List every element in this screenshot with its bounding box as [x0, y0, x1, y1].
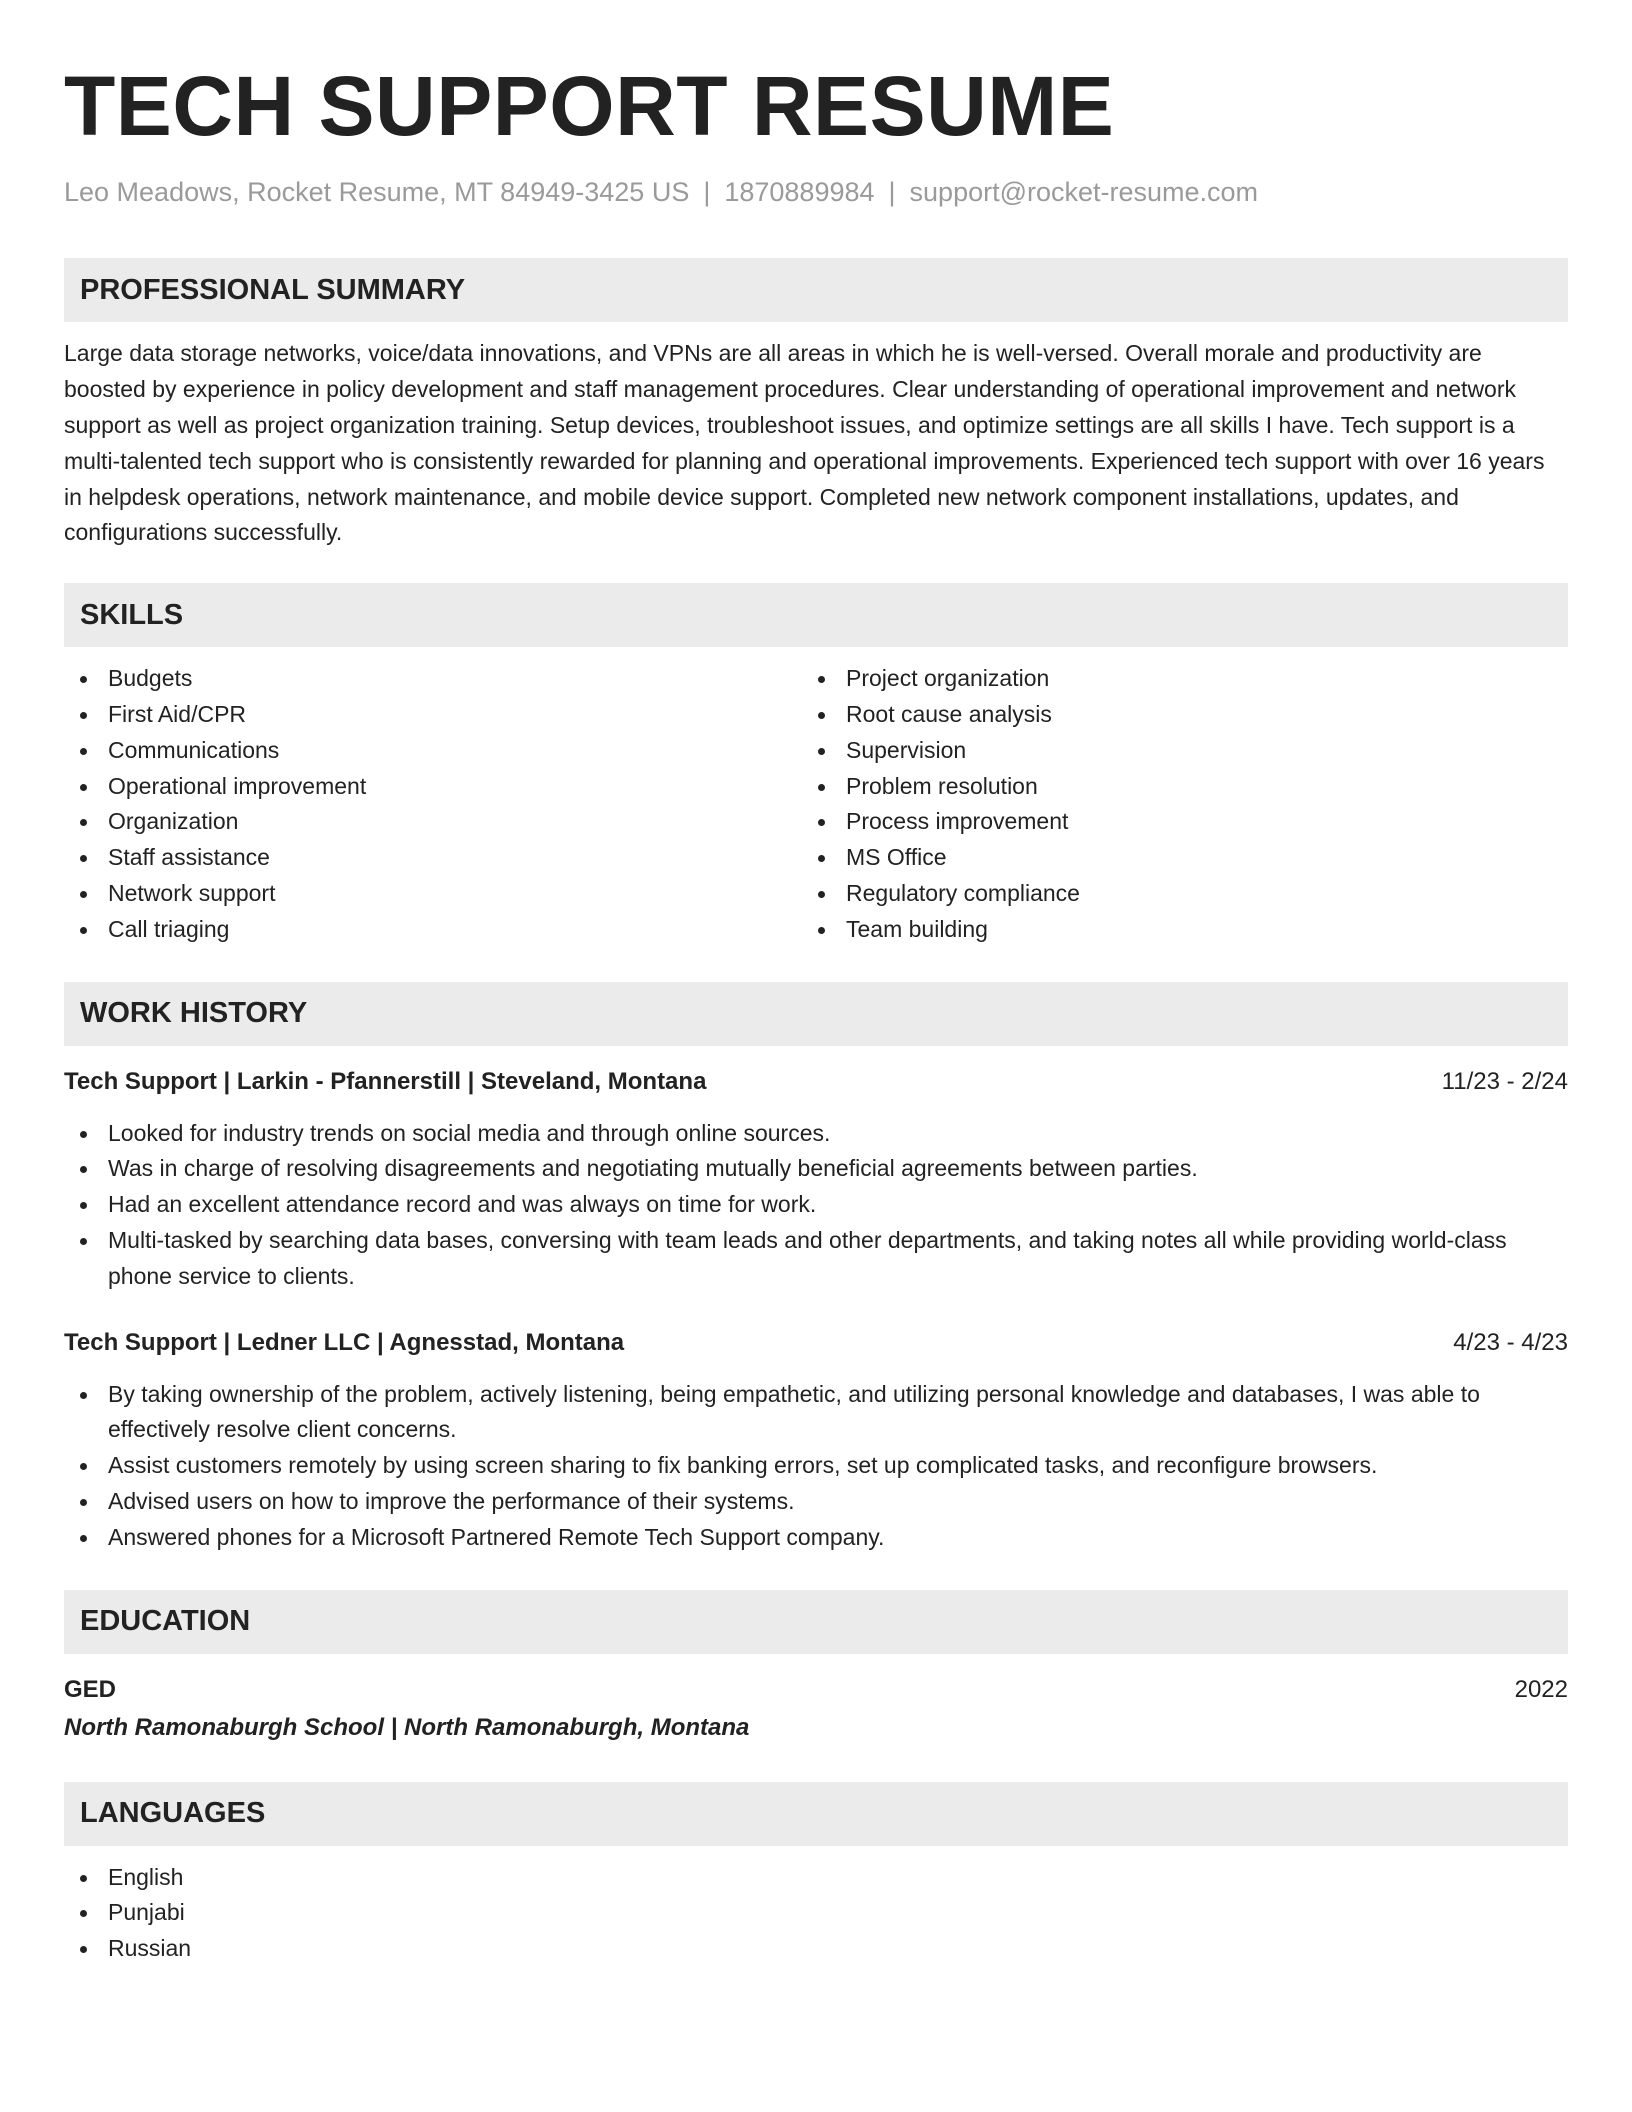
section-header-summary: PROFESSIONAL SUMMARY — [64, 258, 1568, 322]
job-bullet: Was in charge of resolving disagreements and negotiating mutually beneficial agreements between parties. — [64, 1151, 1568, 1187]
skills-column-right — [802, 661, 1540, 947]
contact-separator: | — [703, 177, 711, 207]
skill-item: Process improvement — [802, 804, 1540, 840]
section-header-education: EDUCATION — [64, 1590, 1568, 1654]
contact-line — [64, 176, 1568, 208]
contact-email[interactable]: support@rocket-resume.com — [909, 177, 1259, 207]
job-entry — [64, 1325, 1568, 1556]
skill-item: Problem resolution — [802, 769, 1540, 805]
skill-item: First Aid/CPR — [64, 697, 802, 733]
job-header — [64, 1325, 1568, 1361]
resume-title: TECH SUPPORT RESUME — [64, 59, 1115, 153]
job-title: Tech Support | Ledner LLC | Agnesstad, Montana — [64, 1328, 625, 1356]
job-bullets — [64, 1377, 1568, 1556]
contact-separator: | — [888, 177, 896, 207]
job-bullet: Looked for industry trends on social media and through online sources. — [64, 1116, 1568, 1152]
skill-item: Budgets — [64, 661, 802, 697]
contact-phone: 1870889984 — [724, 177, 875, 207]
skill-item: Call triaging — [64, 912, 802, 948]
summary-text: Large data storage networks, voice/data innovations, and VPNs are all areas in which he is well-versed. Overall morale and productivity are boosted by experience in policy development and staff management procedures. Clear understanding of operational improvement and network support as well as project organization training. Setup devices, troubleshoot issues, and optimize settings are all skills I have. Tech support is a multi-talented tech support who is consistently rewarded for planning and operational improvements. Experienced tech support with over 16 years in helpdesk operations, network maintenance, and mobile device support. Completed new network component installations, updates, and configurations successfully. — [64, 340, 1545, 546]
job-bullet: Assist customers remotely by using screen sharing to fix banking errors, set up complicated tasks, and reconfigure browsers. — [64, 1448, 1568, 1484]
education-header — [64, 1672, 1568, 1708]
skill-item: Project organization — [802, 661, 1540, 697]
job-bullet: Had an excellent attendance record and was always on time for work. — [64, 1187, 1568, 1223]
language-item: Russian — [64, 1931, 1568, 1967]
contact-address: Leo Meadows, Rocket Resume, MT 84949-3425 US — [64, 177, 690, 207]
skill-item: Staff assistance — [64, 840, 802, 876]
job-dates: 4/23 - 4/23 — [1453, 1328, 1568, 1356]
job-bullets — [64, 1116, 1568, 1295]
skill-item: Regulatory compliance — [802, 876, 1540, 912]
skill-item: Communications — [64, 733, 802, 769]
education-school: North Ramonaburgh School | North Ramonaburgh, Montana — [64, 1713, 750, 1741]
skills-column-left — [64, 661, 802, 947]
job-entry — [64, 1064, 1568, 1295]
skill-item: Organization — [64, 804, 802, 840]
job-dates: 11/23 - 2/24 — [1441, 1067, 1568, 1095]
skill-item: Operational improvement — [64, 769, 802, 805]
language-item: Punjabi — [64, 1895, 1568, 1931]
section-header-languages: LANGUAGES — [64, 1782, 1568, 1846]
job-bullet: Answered phones for a Microsoft Partnered Remote Tech Support company. — [64, 1520, 1568, 1556]
job-bullet: Advised users on how to improve the performance of their systems. — [64, 1484, 1568, 1520]
job-header — [64, 1064, 1568, 1100]
skills-list — [64, 661, 1568, 947]
skill-item: Team building — [802, 912, 1540, 948]
section-header-work-history: WORK HISTORY — [64, 982, 1568, 1046]
education-degree: GED — [64, 1675, 117, 1703]
skill-item: Network support — [64, 876, 802, 912]
skill-item: Root cause analysis — [802, 697, 1540, 733]
section-header-skills: SKILLS — [64, 583, 1568, 647]
education-year: 2022 — [1514, 1675, 1568, 1703]
language-item: English — [64, 1860, 1568, 1896]
languages-list — [64, 1860, 1568, 1967]
job-bullet: By taking ownership of the problem, actively listening, being empathetic, and utilizing personal knowledge and databases, I was able to effectively resolve client concerns. — [64, 1377, 1568, 1449]
job-bullet: Multi-tasked by searching data bases, conversing with team leads and other departments, and taking notes all while providing world-class phone service to clients. — [64, 1223, 1568, 1295]
skill-item: MS Office — [802, 840, 1540, 876]
job-title: Tech Support | Larkin - Pfannerstill | Steveland, Montana — [64, 1067, 707, 1095]
skill-item: Supervision — [802, 733, 1540, 769]
